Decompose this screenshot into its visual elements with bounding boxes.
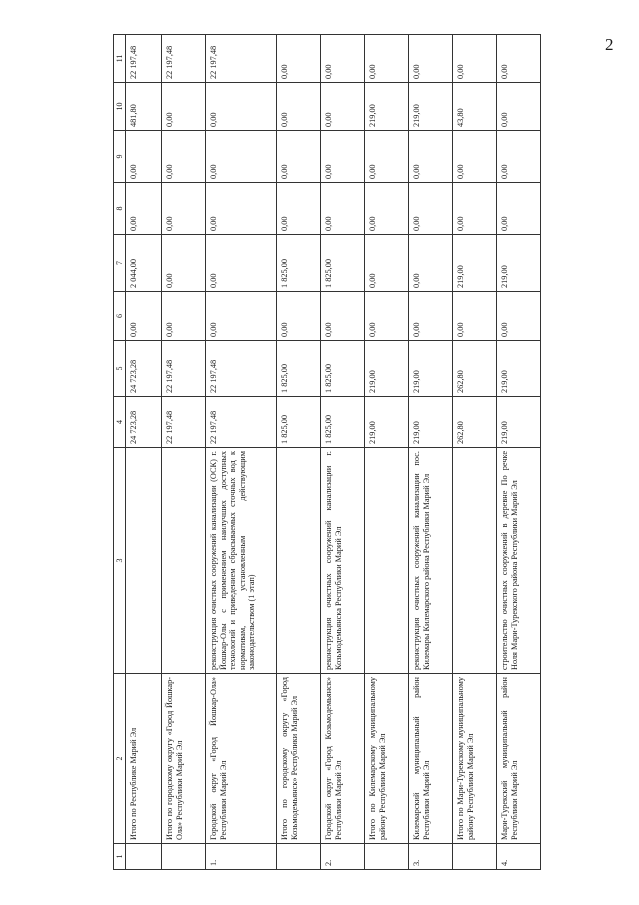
table-cell: 0,00 bbox=[206, 131, 277, 183]
table-cell: 2. bbox=[321, 844, 365, 870]
table-cell: 0,00 bbox=[206, 235, 277, 292]
table-cell: 1. bbox=[206, 844, 277, 870]
column-header: 7 bbox=[114, 235, 126, 292]
table-cell: 24 723,28 bbox=[126, 341, 162, 397]
table-cell: реконструкция очистных сооружений канализации пос. Килемары Килемарского района Республики Марий Эл bbox=[409, 448, 453, 674]
column-header: 1 bbox=[114, 844, 126, 870]
table-cell: 0,00 bbox=[365, 235, 409, 292]
table-cell: Мари-Турекский муниципальный район Республики Марий Эл bbox=[497, 674, 541, 844]
table-cell: 22 197,48 bbox=[206, 35, 277, 83]
table-row bbox=[321, 35, 365, 870]
table-cell: 0,00 bbox=[162, 235, 206, 292]
table-cell: 219,00 bbox=[497, 235, 541, 292]
table-cell: 22 197,48 bbox=[206, 397, 277, 448]
table-cell: 24 723,28 bbox=[126, 397, 162, 448]
table-cell: 0,00 bbox=[409, 131, 453, 183]
table-cell: Итого по городскому округу «Город Йошкар-Ола» Республики Марий Эл bbox=[162, 674, 206, 844]
table-cell: реконструкция очистных сооружений канализации (ОСК) г. Йошкар-Олы с применением наилучших доступных технологий и приведением сбрасываемых сточных вод к нормативам, установленным действующим законодательством (1 этап) bbox=[206, 448, 277, 674]
table-row bbox=[497, 35, 541, 870]
table-cell: 0,00 bbox=[497, 131, 541, 183]
page-number: 2 bbox=[605, 35, 614, 54]
table-cell: 219,00 bbox=[409, 83, 453, 131]
table-cell: 0,00 bbox=[453, 35, 497, 83]
table-cell bbox=[277, 448, 321, 674]
column-header: 5 bbox=[114, 341, 126, 397]
table-cell: 1 825,00 bbox=[321, 235, 365, 292]
table-cell: 0,00 bbox=[126, 131, 162, 183]
column-number-row bbox=[114, 35, 126, 870]
table-cell: строительство очистных сооружений в деревне По речке Ноля Мари-Турекского района Республики Марий Эл bbox=[497, 448, 541, 674]
table-cell: 22 197,48 bbox=[126, 35, 162, 83]
table-cell: 22 197,48 bbox=[162, 35, 206, 83]
table-row-total bbox=[277, 35, 321, 870]
table-cell: 219,00 bbox=[365, 341, 409, 397]
budget-table bbox=[113, 34, 541, 870]
table-cell: 219,00 bbox=[365, 83, 409, 131]
table-cell: 0,00 bbox=[126, 292, 162, 341]
table-cell: 1 825,00 bbox=[277, 397, 321, 448]
table-cell: 0,00 bbox=[321, 35, 365, 83]
table-cell bbox=[453, 844, 497, 870]
table-cell: 0,00 bbox=[321, 83, 365, 131]
table-cell: 219,00 bbox=[409, 341, 453, 397]
table-cell: реконструкция очистных сооружений канализации г. Козьмодемьянска Республики Марий Эл bbox=[321, 448, 365, 674]
table-cell: Городской округ «Город Козьмодемьянск» Республики Марий Эл bbox=[321, 674, 365, 844]
table-cell: 0,00 bbox=[409, 35, 453, 83]
table-cell: 0,00 bbox=[497, 83, 541, 131]
table-cell: 0,00 bbox=[277, 183, 321, 235]
table-cell bbox=[126, 844, 162, 870]
table-cell: 262,80 bbox=[453, 341, 497, 397]
table-cell: 43,80 bbox=[453, 83, 497, 131]
table-cell: 219,00 bbox=[409, 397, 453, 448]
table-cell: 22 197,48 bbox=[162, 397, 206, 448]
column-header: 8 bbox=[114, 183, 126, 235]
table-row-total bbox=[126, 35, 162, 870]
table-cell bbox=[277, 844, 321, 870]
table-cell: 0,00 bbox=[321, 292, 365, 341]
table-cell: 0,00 bbox=[277, 292, 321, 341]
table-cell: Килемарский муниципальный район Республики Марий Эл bbox=[409, 674, 453, 844]
table-cell: Итого по Республике Марий Эл bbox=[126, 674, 162, 844]
table-cell: 0,00 bbox=[126, 183, 162, 235]
table-cell: 219,00 bbox=[497, 341, 541, 397]
table-cell: 0,00 bbox=[365, 131, 409, 183]
table-cell: 262,80 bbox=[453, 397, 497, 448]
table-cell: 0,00 bbox=[206, 83, 277, 131]
table-cell bbox=[365, 448, 409, 674]
table-cell: 0,00 bbox=[453, 131, 497, 183]
table-cell: Итого по Килемарскому муниципальному району Республики Марий Эл bbox=[365, 674, 409, 844]
table-cell: 0,00 bbox=[365, 35, 409, 83]
table-cell: Итого по Мари-Турекскому муниципальному району Республики Марий Эл bbox=[453, 674, 497, 844]
table-cell: 219,00 bbox=[497, 397, 541, 448]
table-cell: 0,00 bbox=[453, 292, 497, 341]
table-row-total bbox=[162, 35, 206, 870]
table-cell: 481,80 bbox=[126, 83, 162, 131]
table-cell: 0,00 bbox=[162, 183, 206, 235]
column-header: 6 bbox=[114, 292, 126, 341]
table-cell bbox=[365, 844, 409, 870]
column-header: 11 bbox=[114, 35, 126, 83]
column-header: 10 bbox=[114, 83, 126, 131]
table-cell: 1 825,00 bbox=[321, 341, 365, 397]
table-cell: 0,00 bbox=[409, 183, 453, 235]
table-cell: 0,00 bbox=[206, 292, 277, 341]
table-cell: 0,00 bbox=[365, 292, 409, 341]
table-cell: 0,00 bbox=[409, 235, 453, 292]
table-cell: 0,00 bbox=[409, 292, 453, 341]
table-body bbox=[126, 35, 541, 870]
table-cell: 0,00 bbox=[277, 83, 321, 131]
column-header: 9 bbox=[114, 131, 126, 183]
rotated-table-container bbox=[113, 35, 568, 870]
table-cell: 2 044,00 bbox=[126, 235, 162, 292]
table-cell: 0,00 bbox=[321, 131, 365, 183]
table-cell bbox=[126, 448, 162, 674]
table-cell bbox=[453, 448, 497, 674]
table-cell: 0,00 bbox=[162, 292, 206, 341]
table-cell: 0,00 bbox=[162, 83, 206, 131]
table-row bbox=[206, 35, 277, 870]
table-row-total bbox=[453, 35, 497, 870]
table-cell: 219,00 bbox=[453, 235, 497, 292]
table-cell: Городской округ «Город Йошкар-Ола» Республики Марий Эл bbox=[206, 674, 277, 844]
table-row bbox=[409, 35, 453, 870]
table-cell: 0,00 bbox=[277, 35, 321, 83]
table-cell: 22 197,48 bbox=[206, 341, 277, 397]
table-row-total bbox=[365, 35, 409, 870]
table-cell: 0,00 bbox=[206, 183, 277, 235]
table-cell: 1 825,00 bbox=[321, 397, 365, 448]
table-cell: 22 197,48 bbox=[162, 341, 206, 397]
table-cell: 0,00 bbox=[277, 131, 321, 183]
table-cell: 4. bbox=[497, 844, 541, 870]
table-cell: 1 825,00 bbox=[277, 235, 321, 292]
table-cell: 0,00 bbox=[162, 131, 206, 183]
table-cell: 0,00 bbox=[453, 183, 497, 235]
table-cell bbox=[162, 448, 206, 674]
table-cell: 0,00 bbox=[365, 183, 409, 235]
table-cell: 0,00 bbox=[321, 183, 365, 235]
column-header: 2 bbox=[114, 674, 126, 844]
table-cell: Итого по городскому округу «Город Козьмодемьянск» Республики Марий Эл bbox=[277, 674, 321, 844]
table-cell: 219,00 bbox=[365, 397, 409, 448]
table-cell: 3. bbox=[409, 844, 453, 870]
column-header: 3 bbox=[114, 448, 126, 674]
table-cell bbox=[162, 844, 206, 870]
table-cell: 0,00 bbox=[497, 183, 541, 235]
table-cell: 1 825,00 bbox=[277, 341, 321, 397]
table-cell: 0,00 bbox=[497, 292, 541, 341]
table-cell: 0,00 bbox=[497, 35, 541, 83]
column-header: 4 bbox=[114, 397, 126, 448]
